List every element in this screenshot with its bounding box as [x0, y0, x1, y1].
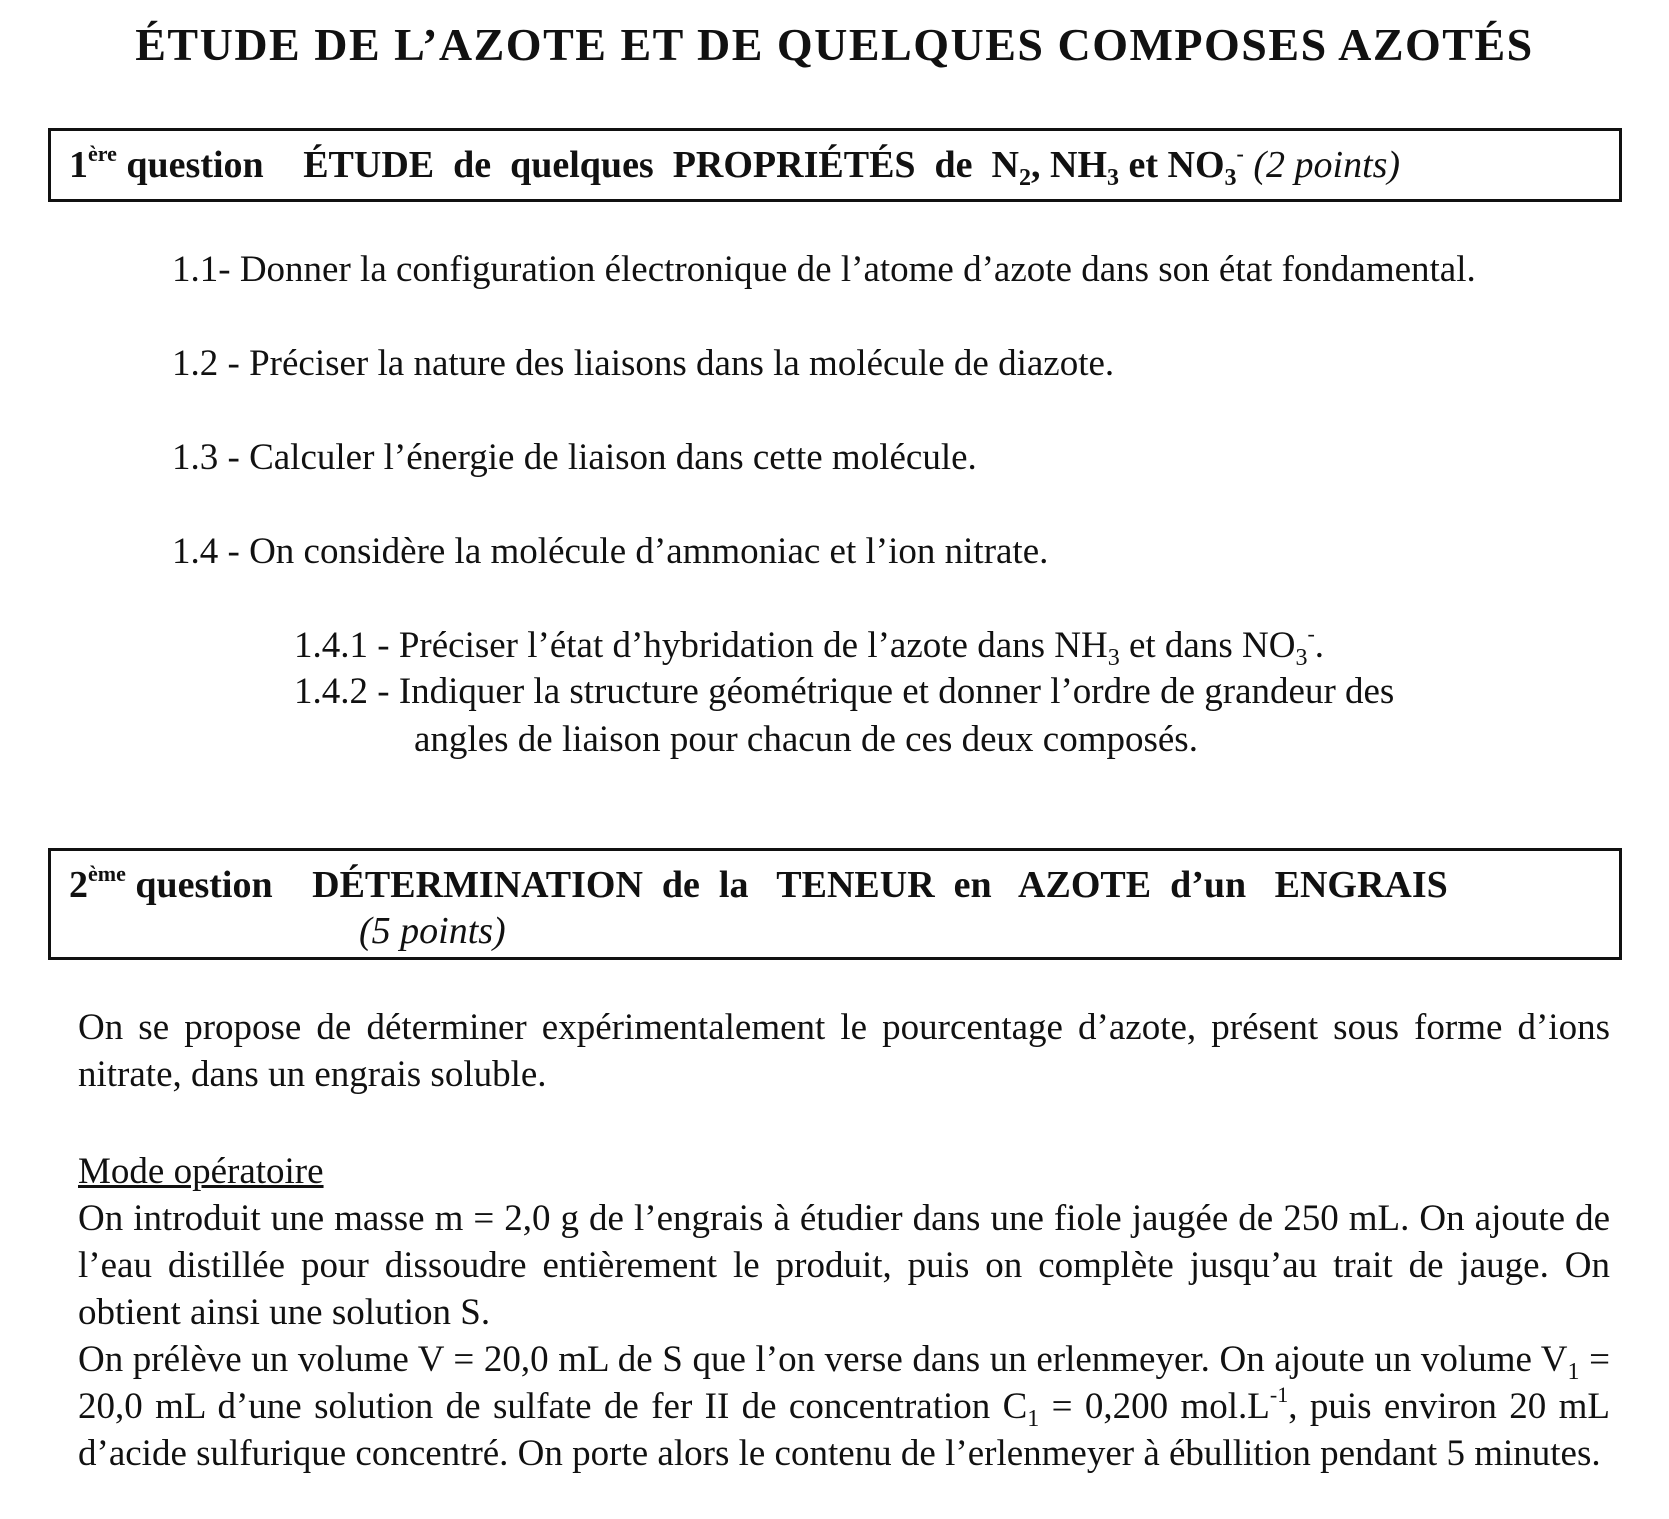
item-1-2: 1.2 - Préciser la nature des liaisons dans la molécule de diazote. — [172, 343, 1115, 384]
question-2-box — [48, 848, 1622, 960]
question-1-heading — [69, 141, 1401, 191]
item-1-3: 1.3 - Calculer l’énergie de liaison dans cette molécule. — [172, 437, 977, 478]
item-1-1: 1.1- Donner la configuration électronique de l’atome d’azote dans son état fondamental. — [172, 249, 1476, 290]
question-2-heading — [69, 863, 1448, 907]
mode-paragraph-1: On introduit une masse m = 2,0 g de l’engrais à étudier dans une fiole jaugée de 250 mL. On ajoute de l’eau distillée pour dissoudre entièrement le produit, puis on complète jusqu’au trait de jauge. On obtient ainsi une solution S. — [78, 1198, 1610, 1333]
question-1-title: ÉTUDE de quelques PROPRIÉTÉS de $N_2$, $NH_3$ et $NO_3^-$ — [303, 141, 1244, 191]
item-1-4-1: 1.4.1 - Préciser l’état d’hybridation de l’azote dans $NH_3$ et dans $NO_3^-$. — [294, 621, 1325, 671]
question-1-ordinal-suffix: ère — [88, 141, 117, 166]
item-1-4: 1.4 - On considère la molécule d’ammoniac et l’ion nitrate. — [172, 531, 1049, 572]
intro-paragraph: On se propose de déterminer expérimentalement le pourcentage d’azote, présent sous forme d’ions nitrate, dans un engrais soluble. — [78, 1007, 1610, 1095]
question-1-ordinal: 1 — [69, 144, 88, 186]
question-2-ordinal: 2 — [69, 864, 88, 906]
question-2-title: DÉTERMINATION de la TENEUR en AZOTE d’un ENGRAIS — [312, 864, 1448, 906]
mode-heading — [78, 1148, 1610, 1195]
item-1-4-2-line-2: angles de liaison pour chacun de ces deux composés. — [414, 719, 1198, 760]
question-1-box — [48, 128, 1622, 202]
item-1-4-2-line-1: 1.4.2 - Indiquer la structure géométrique et donner l’ordre de grandeur des — [294, 671, 1395, 712]
mode-paragraph-2: On prélève un volume V = 20,0 mL de S que l’on verse dans un erlenmeyer. On ajoute un volume $V_1 = 20,0$ mL d’une solution de sulfate de fer II de concentration $C_1 = 0,200$ $mol.L^{-1}$, puis environ 20 mL d’acide sulfurique concentré. On porte alors le contenu de l’erlenmeyer à ébullition pendant 5 minutes. — [78, 1339, 1611, 1474]
mode-heading-text: Mode opératoire — [78, 1151, 324, 1192]
question-2-points: (5 points) — [359, 910, 506, 952]
question-2-ordinal-suffix: ème — [88, 861, 126, 886]
question-1-word: question — [126, 144, 264, 186]
question-2-word: question — [135, 864, 273, 906]
question-1-points: (2 points) — [1243, 144, 1401, 186]
page-title: ÉTUDE DE L’AZOTE ET DE QUELQUES COMPOSES AZOTÉS — [135, 19, 1534, 70]
